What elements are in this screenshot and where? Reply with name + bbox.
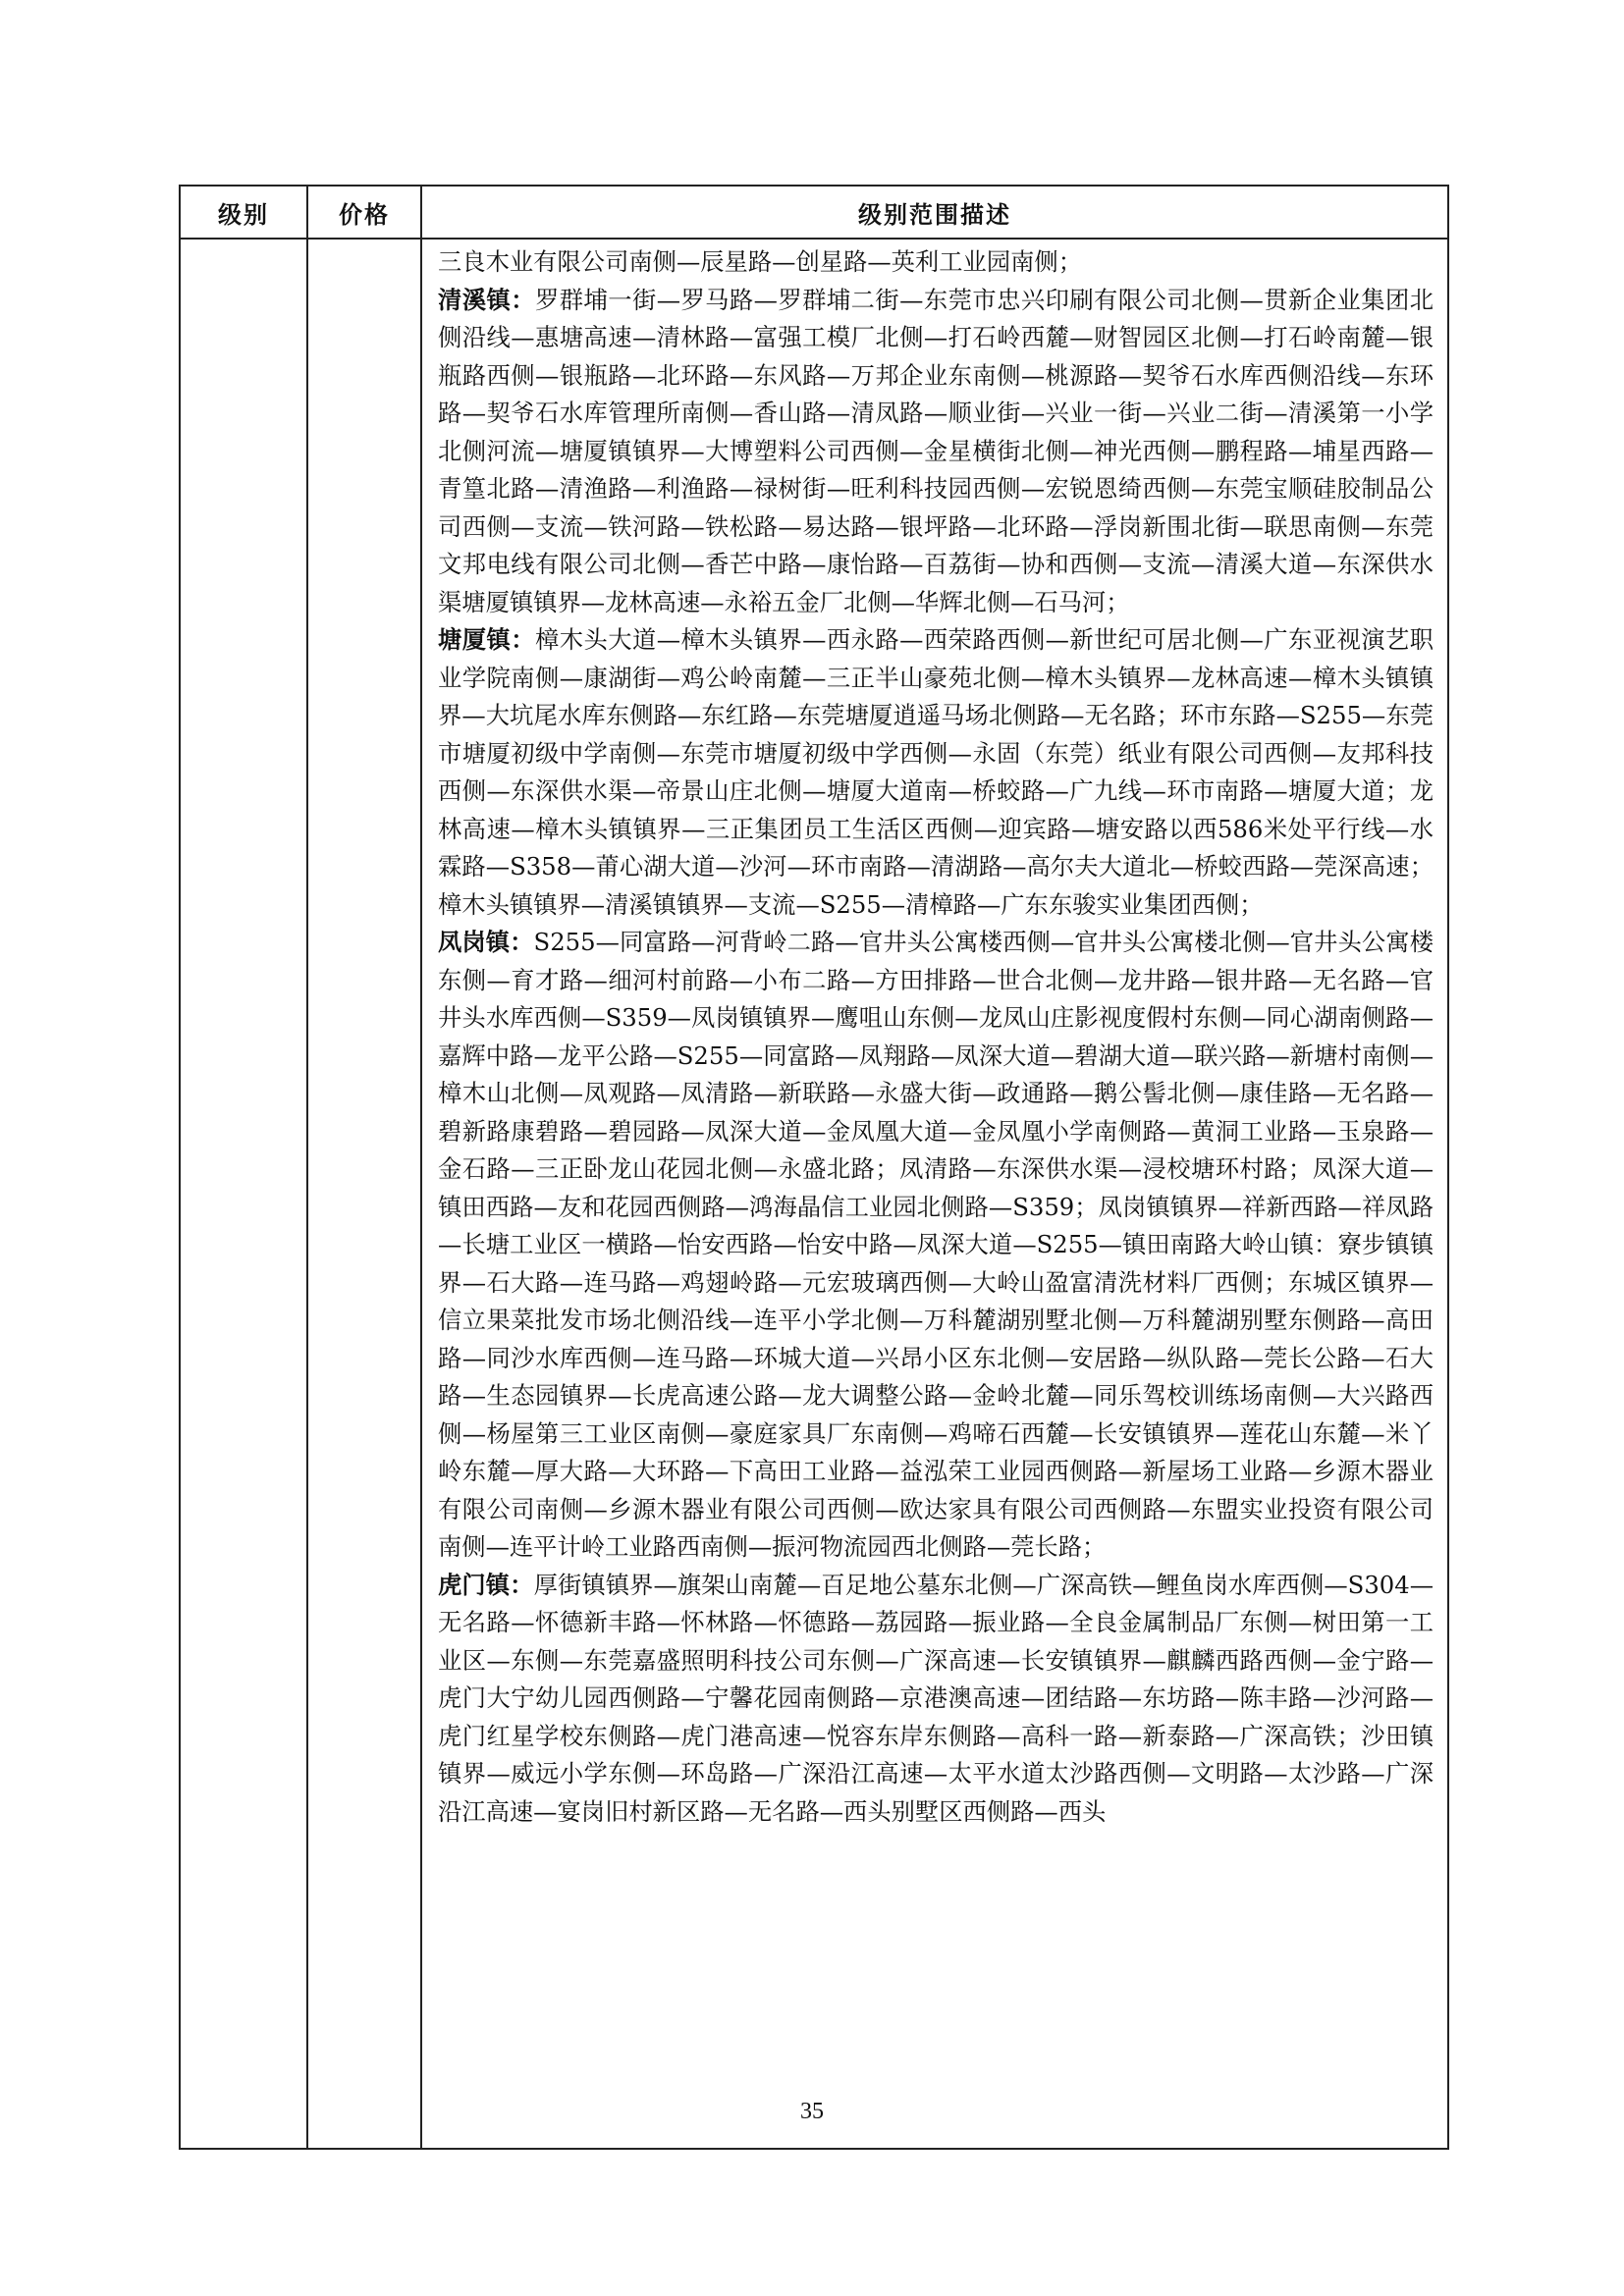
town-name-qingxi: 清溪镇： <box>438 285 535 314</box>
town-text-humen: 厚街镇镇界—旗架山南麓—百足地公墓东北侧—广深高铁—鲤鱼岗水库西侧—S304—无名路—怀德新丰路—怀林路—怀德路—荔园路—振业路—全良金属制品厂东侧—树田第一工业区—东侧—东莞嘉盛照明科技公司东侧—广深高速—长安镇镇界—麒麟西路西侧—金宁路—虎门大宁幼儿园西侧路—宁馨花园南侧路—京港澳高速—团结路—东坊路—陈丰路—沙河路—虎门红星学校东侧路—虎门港高速—悦容东岸东侧路—高科一路—新泰路—广深高铁；沙田镇镇界—威远小学东侧—环岛路—广深沿江高速—太平水道太沙路西侧—文明路—太沙路—广深沿江高速—宴岗旧村新区路—无名路—西头别墅区西侧路—西头 <box>438 1570 1434 1826</box>
town-text-qingxi: 罗群埔一街—罗马路—罗群埔二街—东莞市忠兴印刷有限公司北侧—贯新企业集团北侧沿线—惠塘高速—清林路—富强工模厂北侧—打石岭西麓—财智园区北侧—打石岭南麓—银瓶路西侧—银瓶路—北环路—东风路—万邦企业东南侧—桃源路—契爷石水库西侧沿线—东环路—契爷石水库管理所南侧—香山路—清凤路—顺业街—兴业一街—兴业二街—清溪第一小学北侧河流—塘厦镇镇界—大博塑料公司西侧—金星横街北侧—神光西侧—鹏程路—埔星西路—青篁北路—清渔路—利渔路—禄树街—旺利科技园西侧—宏锐恩绮西侧—东莞宝顺硅胶制品公司西侧—支流—铁河路—铁松路—易达路—银坪路—北环路—浮岗新围北街—联思南侧—东莞文邦电线有限公司北侧—香芒中路—康怡路—百荔街—协和西侧—支流—清溪大道—东深供水渠塘厦镇镇界—龙林高速—永裕五金厂北侧—华辉北侧—石马河； <box>438 285 1435 616</box>
town-text-tangxia: 樟木头大道—樟木头镇界—西永路—西荣路西侧—新世纪可居北侧—广东亚视演艺职业学院南侧—康湖街—鸡公岭南麓—三正半山豪苑北侧—樟木头镇界—龙林高速—樟木头镇镇界—大坑尾水库东侧路—东红路—东莞塘厦逍遥马场北侧路—无名路；环市东路—S255—东莞市塘厦初级中学南侧—东莞市塘厦初级中学西侧—永固（东莞）纸业有限公司西侧—友邦科技西侧—东深供水渠—帝景山庄北侧—塘厦大道南—桥蛟路—广九线—环市南路—塘厦大道；龙林高速—樟木头镇镇界—三正集团员工生活区西侧—迎宾路—塘安路以西586米处平行线—水霖路—S358—莆心湖大道—沙河—环市南路—清湖路—高尔夫大道北—桥蛟西路—莞深高速；樟木头镇镇界—清溪镇镇界—支流—S255—清樟路—广东东骏实业集团西侧； <box>438 625 1435 919</box>
town-name-fenggang: 凤岗镇： <box>438 928 534 956</box>
level-cell <box>180 239 307 2149</box>
header-description: 级别范围描述 <box>421 186 1448 239</box>
town-name-tangxia: 塘厦镇： <box>438 625 535 654</box>
town-paragraph-qingxi <box>438 282 1434 622</box>
town-paragraph-fenggang <box>438 924 1434 1567</box>
table-header-row <box>180 186 1448 239</box>
town-name-humen: 虎门镇： <box>438 1570 534 1599</box>
range-table <box>179 185 1449 2150</box>
town-paragraph-tangxia <box>438 621 1434 924</box>
header-level: 级别 <box>180 186 307 239</box>
intro-text: 三良木业有限公司南侧—辰星路—创星路—英利工业园南侧； <box>438 247 1083 276</box>
header-price: 价格 <box>307 186 421 239</box>
price-cell <box>307 239 421 2149</box>
description-cell <box>421 239 1448 2149</box>
town-text-fenggang: S255—同富路—河背岭二路—官井头公寓楼西侧—官井头公寓楼北侧—官井头公寓楼东侧—育才路—细河村前路—小布二路—方田排路—世合北侧—龙井路—银井路—无名路—官井头水库西侧—S359—凤岗镇镇界—鹰咀山东侧—龙凤山庄影视度假村东侧—同心湖南侧路—嘉辉中路—龙平公路—S255—同富路—凤翔路—凤深大道—碧湖大道—联兴路—新塘村南侧—樟木山北侧—凤观路—凤清路—新联路—永盛大街—政通路—鹅公髻北侧—康佳路—无名路—碧新路康碧路—碧园路—凤深大道—金凤凰大道—金凤凰小学南侧路—黄洞工业路—玉泉路—金石路—三正卧龙山花园北侧—永盛北路；凤清路—东深供水渠—浸校塘环村路；凤深大道—镇田西路—友和花园西侧路—鸿海晶信工业园北侧路—S359；凤岗镇镇界—祥新西路—祥凤路—长塘工业区一横路—怡安西路—怡安中路—凤深大道—S255—镇田南路大岭山镇：寮步镇镇界—石大路—连马路—鸡翅岭路—元宏玻璃西侧—大岭山盈富清洗材料厂西侧；东城区镇界—信立果菜批发市场北侧沿线—连平小学北侧—万科麓湖别墅北侧—万科麓湖别墅东侧路—高田路—同沙水库西侧—连马路—环城大道—兴昂小区东北侧—安居路—纵队路—莞长公路—石大路—生态园镇界—长虎高速公路—龙大调整公路—金岭北麓—同乐驾校训练场南侧—大兴路西侧—杨屋第三工业区南侧—豪庭家具厂东南侧—鸡啼石西麓—长安镇镇界—莲花山东麓—米丫岭东麓—厚大路—大环路—下高田工业路—益泓荣工业园西侧路—新屋场工业路—乡源木器业有限公司南侧—乡源木器业有限公司西侧—欧达家具有限公司西侧路—东盟实业投资有限公司南侧—连平计岭工业路西南侧—振河物流园西北侧路—莞长路； <box>438 928 1434 1561</box>
page-number: 35 <box>800 2099 824 2124</box>
table-row <box>180 239 1448 2149</box>
intro-paragraph <box>438 243 1434 282</box>
town-paragraph-humen <box>438 1567 1434 1832</box>
